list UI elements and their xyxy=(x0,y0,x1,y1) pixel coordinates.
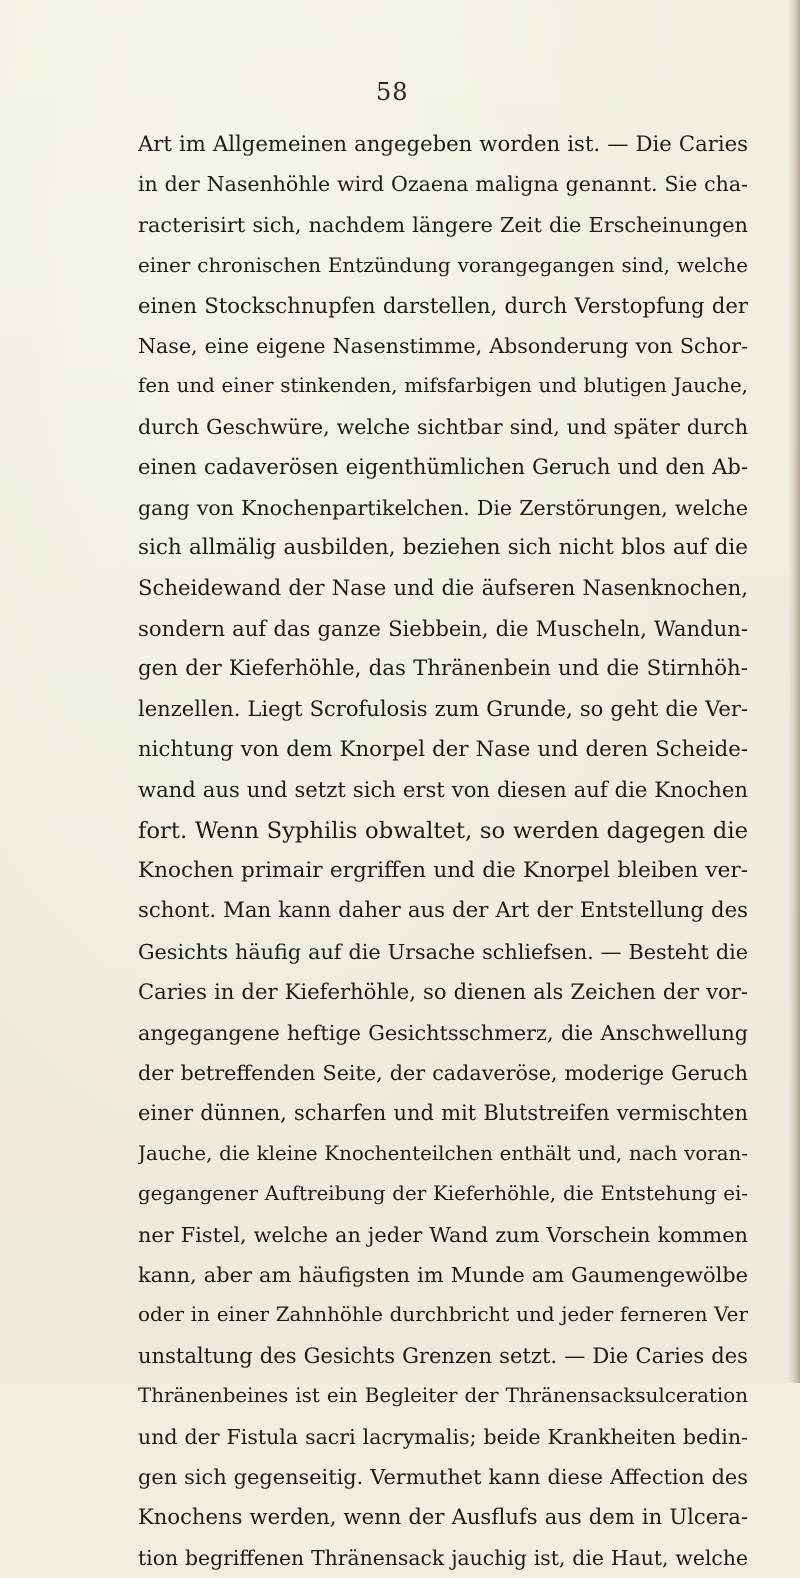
body-text xyxy=(138,124,748,1578)
text-line: schont. Man kann daher aus der Art der Entstellung des xyxy=(138,898,748,924)
text-line: Thränenbeines ist ein Begleiter der Thränensacksulceration xyxy=(138,1384,748,1408)
text-line: ner Fistel, welche an jeder Wand zum Vorschein kommen xyxy=(138,1222,748,1247)
text-line: angegangene heftige Gesichtsschmerz, die Anschwellung xyxy=(138,1020,748,1045)
text-line: Knochen primair ergriffen und die Knorpel bleiben ver- xyxy=(138,858,748,884)
text-line: einen Stockschnupfen darstellen, durch Verstopfung der xyxy=(138,292,748,318)
text-line: unstaltung des Gesichts Grenzen setzt. — Die Caries des xyxy=(138,1342,748,1368)
text-line: nichtung von dem Knorpel der Nase und deren Scheide- xyxy=(138,736,748,762)
text-line: fen und einer stinkenden, mifsfarbigen und blutigen Jauche, xyxy=(138,374,748,398)
text-line: fort. Wenn Syphilis obwaltet, so werden dagegen die xyxy=(138,817,748,844)
text-line: Nase, eine eigene Nasenstimme, Absonderung von Schor- xyxy=(138,333,748,358)
text-line: Gesichts häufig auf die Ursache schliefsen. — Besteht die xyxy=(138,939,748,964)
text-line: gang von Knochenpartikelchen. Die Zerstörungen, welche xyxy=(138,495,748,520)
text-line: Jauche, die kleine Knochenteilchen enthält und, nach voran- xyxy=(138,1141,748,1165)
text-line: kann, aber am häufigsten im Munde am Gaumengewölbe xyxy=(138,1262,748,1287)
text-line: einer dünnen, scharfen und mit Blutstreifen vermischten xyxy=(138,1101,748,1126)
text-line: tion begriffenen Thränensack jauchig ist, die Haut, welche xyxy=(138,1545,748,1570)
page-edge-shadow xyxy=(788,0,800,1383)
text-line: einer chronischen Entzündung vorangegangen sind, welche xyxy=(138,253,748,278)
text-line: racterisirt sich, nachdem längere Zeit die Erscheinungen xyxy=(138,212,748,237)
text-line: einen cadaverösen eigenthümlichen Geruch und den Ab- xyxy=(138,454,748,480)
text-line: in der Nasenhöhle wird Ozaena maligna genannt. Sie cha- xyxy=(138,172,748,197)
text-line: Art im Allgemeinen angegeben worden ist. — Die Caries xyxy=(138,131,748,156)
text-line: gen sich gegenseitig. Vermuthet kann diese Affection des xyxy=(138,1464,748,1489)
text-line: gen der Kieferhöhle, das Thränenbein und die Stirnhöh- xyxy=(138,656,748,682)
text-line: sondern auf das ganze Siebbein, die Muscheln, Wandun- xyxy=(138,615,748,641)
text-line: oder in einer Zahnhöhle durchbricht und jeder ferneren Ver xyxy=(138,1303,748,1327)
text-line: wand aus und setzt sich erst von diesen auf die Knochen xyxy=(138,777,748,803)
text-line: durch Geschwüre, welche sichtbar sind, und später durch xyxy=(138,414,748,439)
text-line: gegangener Auftreibung der Kieferhöhle, die Entstehung ei- xyxy=(138,1182,748,1206)
text-line: der betreffenden Seite, der cadaveröse, moderige Geruch xyxy=(138,1060,748,1085)
text-line: sich allmälig ausbilden, beziehen sich nicht blos auf die xyxy=(138,534,748,560)
text-line: und der Fistula sacri lacrymalis; beide Krankheiten bedin- xyxy=(138,1424,748,1449)
text-line: Scheidewand der Nase und die äufseren Nasenknochen, xyxy=(138,575,748,601)
page-number: 58 xyxy=(376,78,409,106)
text-line: lenzellen. Liegt Scrofulosis zum Grunde, so geht die Ver- xyxy=(138,696,748,722)
text-line: Knochens werden, wenn der Ausflufs aus dem in Ulcera- xyxy=(138,1504,748,1530)
text-line: Caries in der Kieferhöhle, so dienen als Zeichen der vor- xyxy=(138,979,748,1005)
